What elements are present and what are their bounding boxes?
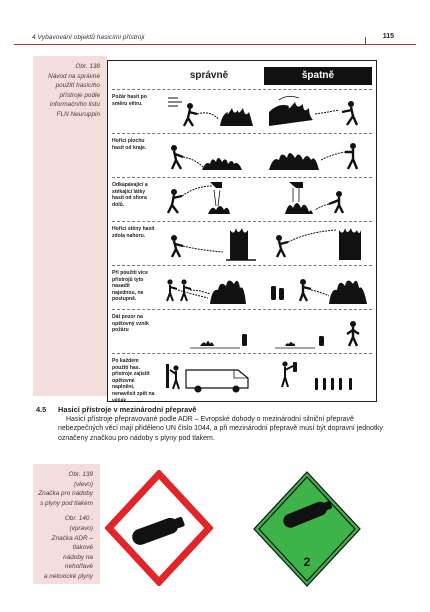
section-paragraph: Hasicí přístroje přepravované podle ADR – Evropské dohody o mezinárodní silniční přepravě nebezpečných věcí mají přiděleno UN číslo 1044, a při mezinárodní přepravě musí být dopravní jednotky označeny značkou pro nádoby s plyny pod tlakem. bbox=[58, 416, 383, 442]
instruction-text: Hořící stěny hasit zdola nahoru. bbox=[112, 226, 155, 239]
instruction-row bbox=[112, 177, 372, 221]
caption-line: nádoby na nehořlavé bbox=[63, 553, 93, 571]
caption-line: Obr. 138 bbox=[75, 63, 100, 70]
instruction-text: Požár hasit po směru větru. bbox=[112, 94, 147, 107]
instruction-text: Dát pozor na opětovný vznik požáru bbox=[112, 314, 149, 334]
caption-line: Obr. 140 . bbox=[64, 515, 93, 523]
refill-wrong-icon bbox=[265, 356, 372, 394]
correct-illustration bbox=[160, 312, 260, 350]
instruction-rows bbox=[112, 89, 372, 404]
page-number: 115 bbox=[382, 33, 394, 40]
correct-illustration bbox=[160, 92, 260, 130]
wind-direction-wrong-icon bbox=[265, 92, 372, 130]
figure-140-caption bbox=[37, 514, 93, 581]
reignition-wrong-icon bbox=[265, 312, 372, 350]
correct-illustration bbox=[160, 356, 260, 394]
correct-illustration bbox=[160, 268, 260, 306]
gas-cylinder-pictogram-icon bbox=[105, 470, 213, 586]
header-rule bbox=[14, 44, 416, 45]
correct-illustration bbox=[160, 136, 260, 174]
instruction-row bbox=[112, 309, 372, 353]
surface-edge-correct-icon bbox=[160, 136, 260, 174]
multiple-extinguishers-wrong-icon bbox=[265, 268, 372, 306]
instruction-text: Odkapávající a stékající látky hasit od shora dolů. bbox=[112, 182, 148, 208]
chapter-title: 4 Vybavování objektů hasicími přístroji bbox=[32, 34, 145, 41]
wrong-illustration bbox=[265, 224, 372, 262]
correct-illustration bbox=[160, 224, 260, 262]
multiple-extinguishers-correct-icon bbox=[160, 268, 260, 306]
figure-138-caption bbox=[33, 56, 107, 396]
column-wrong: špatně bbox=[264, 67, 372, 85]
caption-line: s plyny pod tlakem bbox=[40, 499, 93, 507]
figure-139-140-captions bbox=[33, 464, 100, 584]
caption-line: informačního listu bbox=[49, 101, 100, 109]
wind-direction-correct-icon bbox=[160, 92, 260, 130]
running-header bbox=[14, 32, 416, 46]
adr-class-2-sign bbox=[252, 470, 362, 588]
caption-line: Značka ADR – tlakové bbox=[51, 534, 93, 552]
ghs-gas-cylinder-sign bbox=[105, 470, 213, 586]
wrong-illustration bbox=[265, 312, 372, 350]
refill-correct-icon bbox=[160, 356, 260, 394]
wrong-illustration bbox=[265, 92, 372, 130]
figure-139-caption bbox=[37, 470, 93, 508]
caption-line: Návod na správné bbox=[48, 72, 100, 80]
wrong-illustration bbox=[265, 136, 372, 174]
caption-line: (vlevo) bbox=[73, 480, 93, 488]
instruction-row bbox=[112, 89, 372, 133]
wall-bottom-up-correct-icon bbox=[160, 224, 260, 262]
class-number: 2 bbox=[303, 555, 311, 569]
wall-top-down-wrong-icon bbox=[265, 224, 372, 262]
instruction-text: Po každém použití has. přístroje zajistit opětovné naplnění, nenavěsit zpět na věšák. bbox=[112, 358, 155, 404]
instruction-row bbox=[112, 265, 372, 309]
reignition-correct-icon bbox=[160, 312, 260, 350]
dripping-wrong-icon bbox=[265, 180, 372, 218]
instruction-row bbox=[112, 353, 372, 404]
caption-line: použití hasicího bbox=[55, 82, 100, 90]
adr-non-flammable-gas-icon bbox=[252, 470, 362, 588]
section-title: Hasicí přístroje v mezinárodní přepravě bbox=[58, 405, 197, 414]
correct-illustration bbox=[160, 180, 260, 218]
caption-line: a netoxické plyny bbox=[43, 572, 93, 580]
caption-line: Obr. 139 bbox=[68, 471, 93, 478]
column-correct: správně bbox=[189, 70, 229, 81]
instruction-text: Při použití více přístrojů tyto nasadit najednou, ne postupně. bbox=[112, 270, 148, 303]
instruction-row bbox=[112, 133, 372, 177]
caption-line: FLN Neuruppin bbox=[56, 110, 100, 118]
caption-line: Značka pro nádoby bbox=[38, 490, 93, 498]
extinguisher-usage-figure bbox=[107, 60, 377, 402]
caption-line: přístroje podle bbox=[59, 91, 100, 99]
wrong-illustration bbox=[265, 180, 372, 218]
caption-line: (vpravo) bbox=[69, 524, 93, 532]
wrong-illustration bbox=[265, 268, 372, 306]
section-number: 4.5 bbox=[36, 405, 47, 414]
wrong-illustration bbox=[265, 356, 372, 394]
dripping-correct-icon bbox=[160, 180, 260, 218]
instruction-row bbox=[112, 221, 372, 265]
section-heading bbox=[36, 405, 196, 414]
instruction-text: Hořící plochu hasit od kraje. bbox=[112, 138, 147, 151]
surface-edge-wrong-icon bbox=[265, 136, 372, 174]
